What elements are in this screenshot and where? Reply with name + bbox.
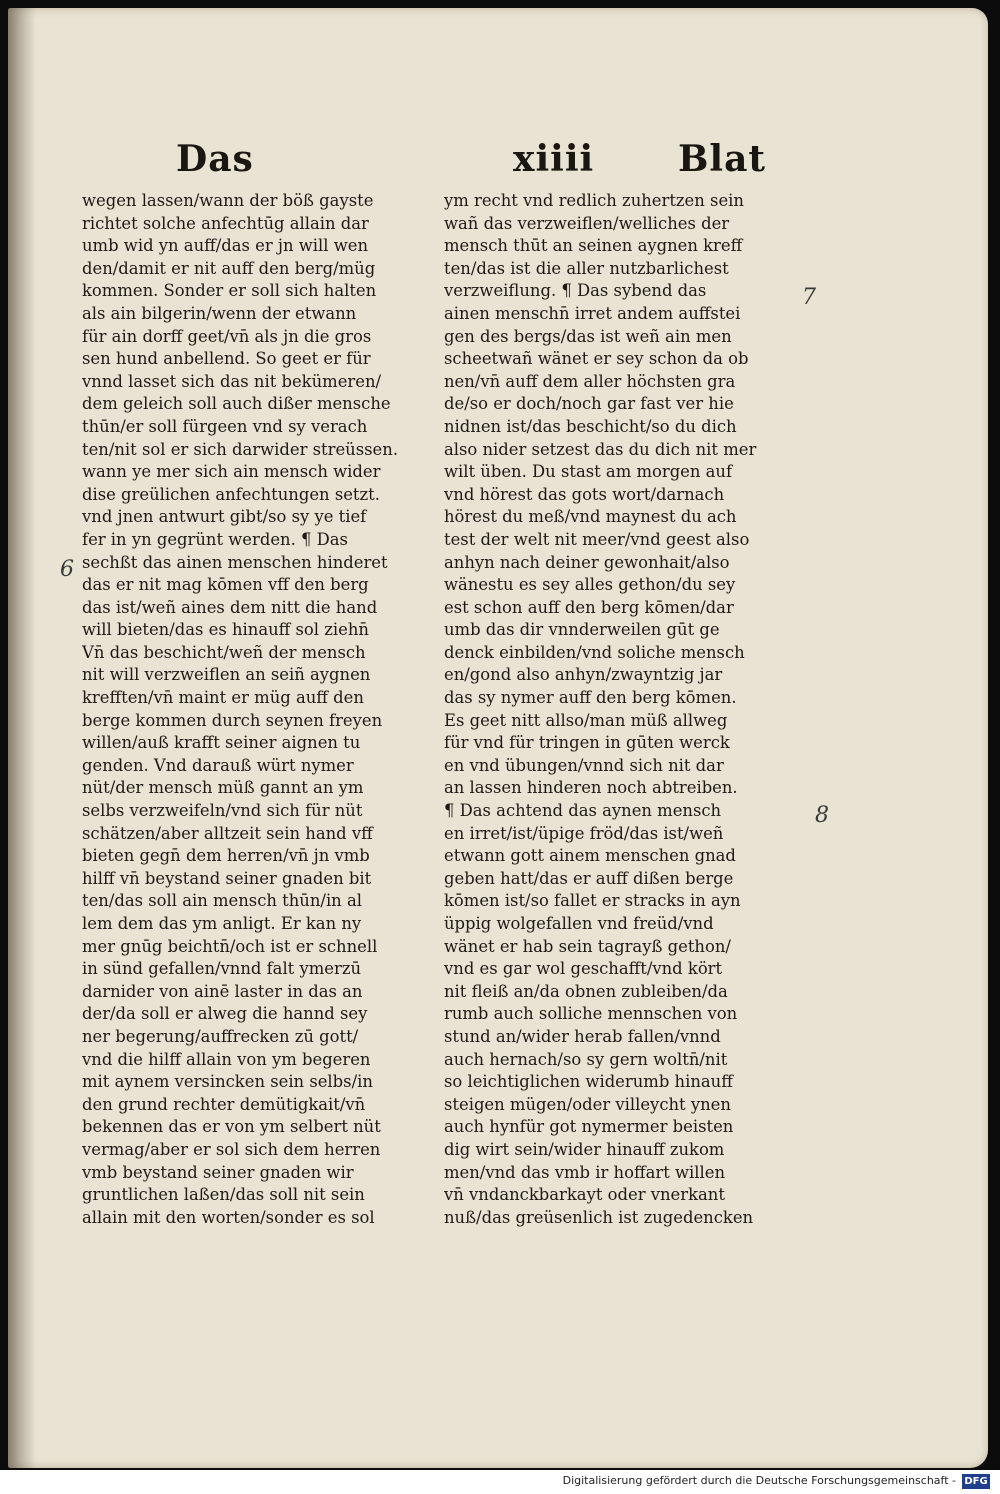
text-line: wann ye mer sich ain mensch wider <box>82 462 381 482</box>
text-line: vmb beystand seiner gnaden wir <box>82 1162 354 1182</box>
text-line: nuß/das greüsenlich ist zugedencken <box>444 1207 754 1227</box>
text-line: ner begerung/auffrecken zū gott/ <box>82 1026 359 1046</box>
text-line: vnd hörest das gots wort/darnach <box>444 484 725 504</box>
text-line: der/da soll er alweg die hannd sey <box>82 1004 368 1024</box>
text-line: für ain dorff geet/vn̄ als jn die gros <box>82 326 372 346</box>
text-line: vnd jnen antwurt gibt/so sy ye tief <box>82 507 367 527</box>
text-line: willen/auß krafft seiner aignen tu <box>82 733 361 753</box>
text-line: üppig wolgefallen vnd freüd/vnd <box>444 914 714 933</box>
footer-bar <box>0 1470 1000 1494</box>
text-line: etwann gott ainem menschen gnad <box>444 846 736 866</box>
running-head-left: Das <box>176 138 254 180</box>
text-line: vnd es gar wol geschafft/vnd kört <box>444 959 723 979</box>
text-line: vnd die hilff allain von ym begeren <box>82 1049 371 1069</box>
text-line: kommen. Sonder er soll sich halten <box>82 281 377 301</box>
page-gutter-shadow <box>8 8 36 1468</box>
folio-number: xiiii <box>513 138 595 180</box>
text-line: berge kommen durch seynen freyen <box>82 710 383 730</box>
text-line: bekennen das er von ym selbert nüt <box>82 1117 381 1137</box>
text-line: dem geleich soll auch dißer mensche <box>82 394 391 414</box>
text-line: men/vnd das vmb ir hoffart willen <box>444 1162 726 1182</box>
text-line: Es geet nitt allso/man müß allweg <box>444 710 728 730</box>
text-line: also nider setzest das du dich nit mer <box>444 439 757 459</box>
text-line: in sünd gefallen/vnnd falt ymerzū <box>82 959 362 979</box>
text-line: hörest du meß/vnd maynest du ach <box>444 507 737 527</box>
text-line: wänet er hab sein tagrayß gethon/ <box>444 936 731 956</box>
text-line: allain mit den worten/sonder es sol <box>82 1207 375 1227</box>
text-line: dise greülichen anfechtungen setzt. <box>82 484 380 504</box>
text-line: ten/das ist die aller nutzbarlichest <box>444 258 729 278</box>
funding-credit: Digitalisierung gefördert durch die Deutsche Forschungsgemeinschaft - <box>562 1474 956 1487</box>
text-line: den/damit er nit auff den berg/müg <box>82 258 376 278</box>
margin-note-7: 7 <box>802 285 816 310</box>
text-line: nit will verzweiflen an seiñ aygnen <box>82 665 371 685</box>
text-line: mer gnūg beichtn̄/och ist er schnell <box>82 936 378 956</box>
text-line: als ain bilgerin/wenn der etwann <box>82 303 357 323</box>
text-line: wegen lassen/wann der böß gayste <box>82 191 374 210</box>
text-line: auch hynfür got nymermer beisten <box>444 1117 734 1137</box>
text-line: steigen mügen/oder villeycht ynen <box>444 1094 731 1114</box>
right-text-column <box>444 190 794 1229</box>
margin-note-8: 8 <box>815 803 829 828</box>
text-line: dig wirt sein/wider hinauff zukom <box>444 1139 725 1159</box>
text-line: wänestu es sey alles gethon/du sey <box>444 575 736 595</box>
text-line: fer in yn gegrünt werden. ¶ Das <box>82 529 348 549</box>
text-line: wañ das verzweiflen/welliches der <box>444 213 730 233</box>
text-line: nit fleiß an/da obnen zubleiben/da <box>444 981 728 1001</box>
text-line: umb wid yn auff/das er jn will wen <box>82 236 369 256</box>
text-line: mensch thūt an seinen aygnen kreff <box>444 236 743 256</box>
text-line: ainen menschn̄ irret andem auffstei <box>444 303 741 323</box>
text-line: sen hund anbellend. So geet er für <box>82 349 371 369</box>
text-line: ten/das soll ain mensch thūn/in al <box>82 891 362 911</box>
text-line: verzweiflung. ¶ Das sybend das <box>444 281 707 301</box>
text-line: gruntlichen laßen/das soll nit sein <box>82 1185 365 1205</box>
text-line: das er nit mag kōmen vff den berg <box>82 575 369 595</box>
text-line: thūn/er soll fürgeen vnd sy verach <box>82 416 368 436</box>
text-line: das ist/weñ aines dem nitt die hand <box>82 597 378 617</box>
text-line: ¶ Das achtend das aynen mensch <box>444 801 722 821</box>
text-line: bieten gegn̄ dem herren/vn̄ jn vmb <box>82 846 370 866</box>
text-line: wilt üben. Du stast am morgen auf <box>444 462 733 482</box>
text-line: selbs verzweifeln/vnd sich für nüt <box>82 801 363 821</box>
text-line: so leichtiglichen widerumb hinauff <box>444 1072 733 1092</box>
text-line: krefften/vn̄ maint er müg auff den <box>82 688 364 708</box>
text-line: lem dem das ym anligt. Er kan ny <box>82 914 362 933</box>
margin-note-6: 6 <box>60 557 74 582</box>
text-line: schätzen/aber alltzeit sein hand vff <box>82 823 373 843</box>
text-line: ten/nit sol er sich darwider streüssen. <box>82 439 399 459</box>
text-line: ym recht vnd redlich zuhertzen sein <box>444 191 744 210</box>
text-line: hilff vn̄ beystand seiner gnaden bit <box>82 868 372 888</box>
text-line: genden. Vnd darauß würt nymer <box>82 755 354 775</box>
text-line: für vnd für tringen in gūten werck <box>444 733 730 753</box>
text-line: will bieten/das es hinauff sol ziehn̄ <box>82 620 369 640</box>
text-line: mit aynem versincken sein selbs/in <box>82 1072 373 1092</box>
text-line: kōmen ist/so fallet er stracks in ayn <box>444 891 741 911</box>
text-line: Vn̄ das beschicht/weñ der mensch <box>82 642 366 662</box>
text-line: stund an/wider herab fallen/vnnd <box>444 1026 721 1046</box>
text-line: gen des bergs/das ist weñ ain men <box>444 326 732 346</box>
text-line: darnider von ainē laster in das an <box>82 981 363 1001</box>
text-line: en vnd übungen/vnnd sich nit dar <box>444 755 724 775</box>
dfg-logo: DFG <box>962 1474 990 1489</box>
left-text-column <box>82 190 432 1229</box>
text-line: auch hernach/so sy gern woltn̄/nit <box>444 1049 728 1069</box>
text-line: richtet solche anfechtūg allain dar <box>82 213 369 233</box>
text-line: umb das dir vnnderweilen gūt ge <box>444 620 720 640</box>
text-line: den grund rechter demütigkait/vn̄ <box>82 1094 366 1114</box>
text-line: sechßt das ainen menschen hinderet <box>82 552 388 572</box>
text-line: vn̄ vndanckbarkayt oder vnerkant <box>444 1185 725 1205</box>
text-line: en irret/ist/üpige fröd/das ist/weñ <box>444 823 724 843</box>
text-line: geben hatt/das er auff dißen berge <box>444 868 734 888</box>
text-line: de/so er doch/noch gar fast ver hie <box>444 394 734 414</box>
text-line: en/gond also anhyn/zwayntzig jar <box>444 665 723 685</box>
running-head-right: Blat <box>678 138 767 180</box>
text-line: est schon auff den berg kōmen/dar <box>444 597 734 617</box>
text-line: nen/vn̄ auff dem aller höchsten gra <box>444 371 736 391</box>
text-line: an lassen hinderen noch abtreiben. <box>444 778 738 798</box>
text-line: nüt/der mensch müß gannt an ym <box>82 778 364 798</box>
text-line: vermag/aber er sol sich dem herren <box>82 1139 381 1159</box>
text-line: rumb auch solliche mennschen von <box>444 1004 738 1024</box>
text-line: denck einbilden/vnd soliche mensch <box>444 642 745 662</box>
text-line: nidnen ist/das beschicht/so du dich <box>444 416 737 436</box>
text-line: anhyn nach deiner gewonhait/also <box>444 552 730 572</box>
text-line: vnnd lasset sich das nit bekümeren/ <box>82 371 382 391</box>
text-line: test der welt nit meer/vnd geest also <box>444 529 750 549</box>
text-line: scheetwañ wänet er sey schon da ob <box>444 349 749 369</box>
text-line: das sy nymer auff den berg kōmen. <box>444 688 737 708</box>
